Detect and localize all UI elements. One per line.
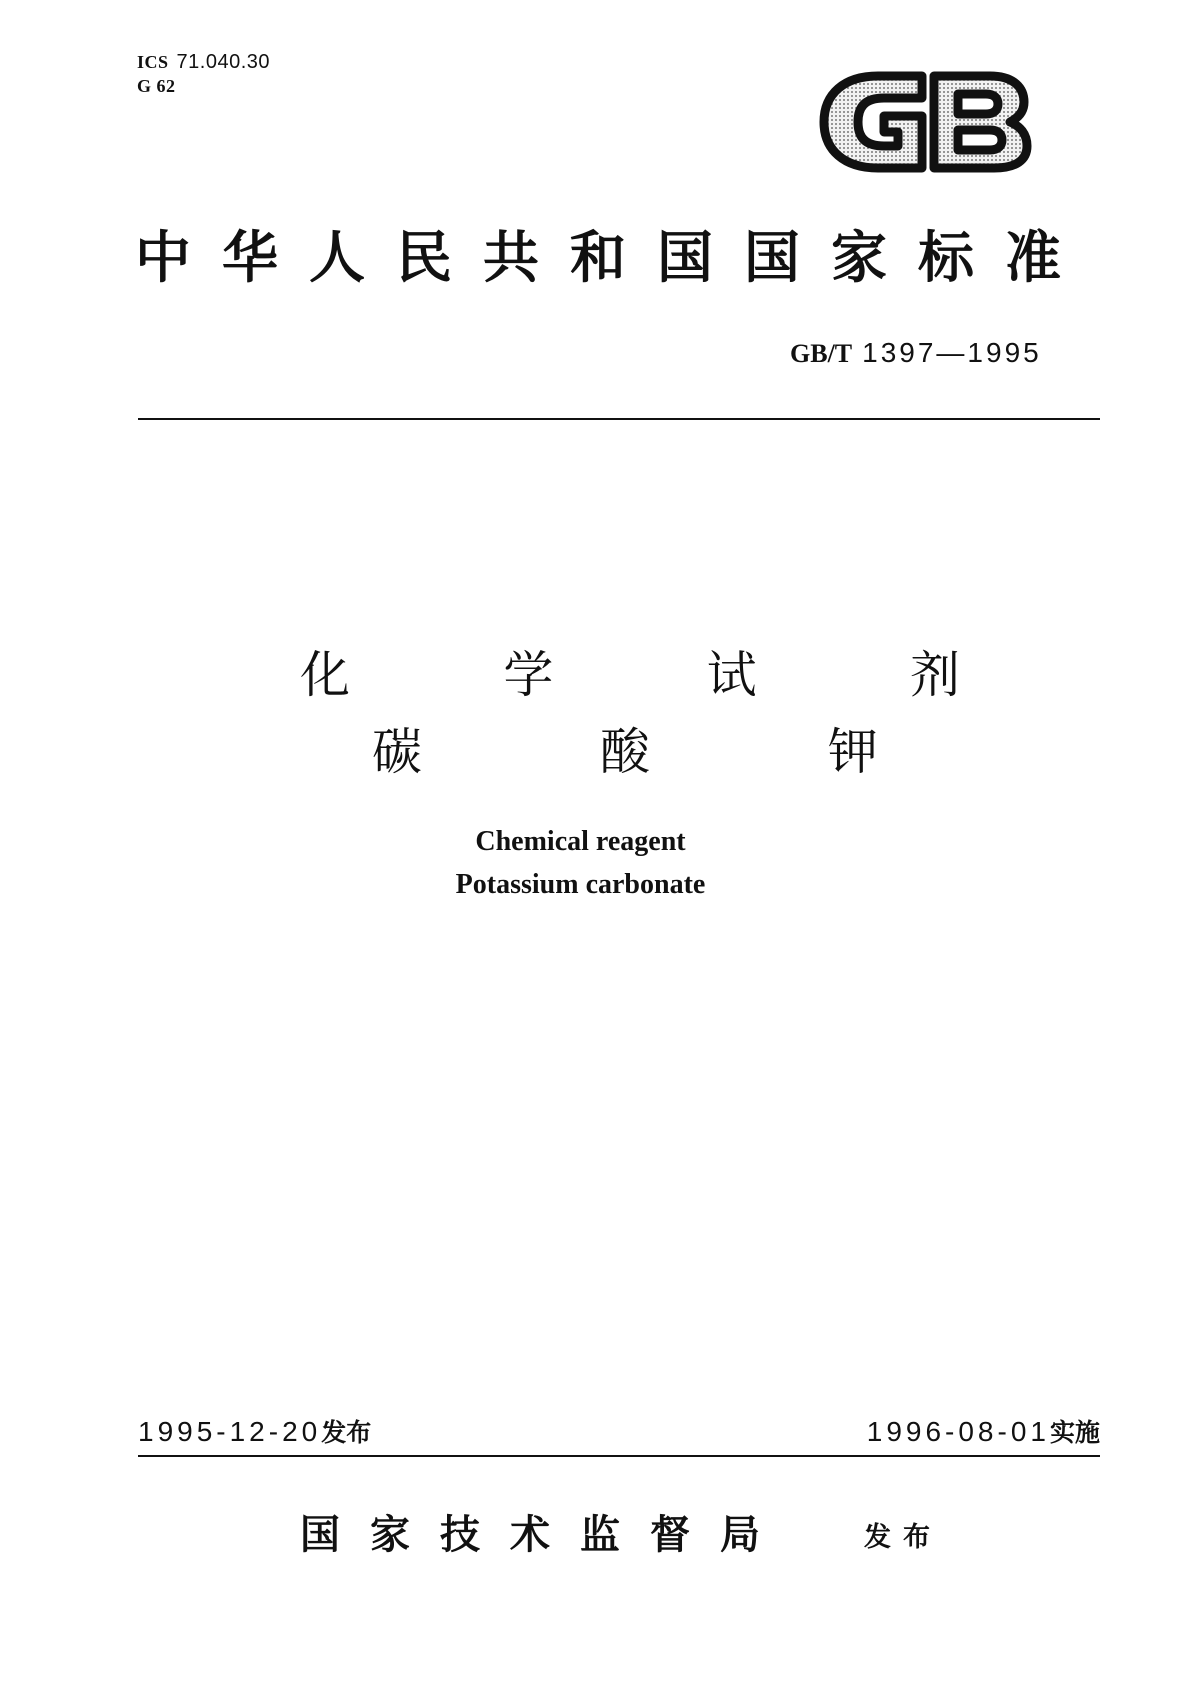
issue-date-block — [138, 1414, 371, 1451]
effective-date-block — [867, 1414, 1100, 1451]
title-zh-char: 钾 — [828, 723, 878, 781]
effective-word: 实施 — [1049, 1418, 1100, 1447]
title-zh-char: 学 — [503, 646, 554, 704]
title-zh-line1 — [300, 645, 960, 705]
title-en-line2: Potassium carbonate — [455, 869, 706, 900]
title-en-line1: Chemical reagent — [475, 826, 686, 857]
ccs-code: G 62 — [137, 76, 176, 96]
issue-date: 1995-12-20 — [138, 1416, 322, 1447]
national-standard-heading: 中华人民共和国国家标准 — [135, 225, 1092, 291]
standard-number — [790, 336, 1042, 371]
title-zh-char: 试 — [706, 646, 757, 704]
title-zh-char: 化 — [300, 646, 350, 704]
ics-code: 71.040.30 — [176, 51, 270, 73]
title-zh-char: 酸 — [600, 723, 650, 781]
header-divider — [138, 418, 1100, 420]
title-zh-char: 剂 — [909, 646, 960, 704]
title-zh-char: 碳 — [372, 723, 422, 781]
standard-number-value: 1397—1995 — [862, 337, 1042, 368]
classification-codes — [137, 50, 270, 98]
issuer-name: 国家技术监督局 — [300, 1511, 790, 1558]
ics-line — [137, 50, 270, 74]
title-zh-line2 — [372, 722, 878, 782]
issue-word: 发布 — [321, 1418, 372, 1447]
ics-label: ICS — [137, 52, 169, 72]
dates-row — [138, 1414, 1100, 1450]
gb-standard-logo-icon — [818, 62, 1033, 182]
effective-date: 1996-08-01 — [866, 1416, 1050, 1447]
issuer-suffix: 发布 — [864, 1522, 942, 1553]
standard-number-prefix: GB/T — [790, 339, 853, 368]
footer-divider — [138, 1455, 1100, 1457]
